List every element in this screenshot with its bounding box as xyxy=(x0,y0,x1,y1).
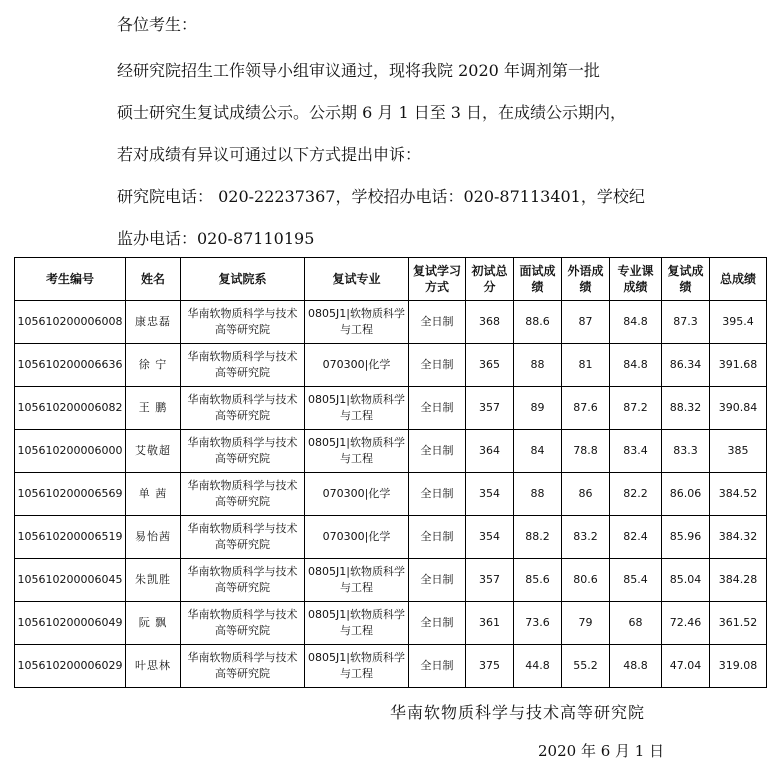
cell-language-score: 81 xyxy=(562,344,610,387)
cell-major: 0805J1|软物质科学与工程 xyxy=(305,301,409,344)
cell-major-course-score: 85.4 xyxy=(610,559,662,602)
cell-candidate-id: 105610200006569 xyxy=(15,473,126,516)
cell-name: 叶思林 xyxy=(126,645,181,688)
cell-major-course-score: 87.2 xyxy=(610,387,662,430)
cell-language-score: 79 xyxy=(562,602,610,645)
cell-interview-score: 88 xyxy=(514,473,562,516)
cell-total-score: 384.32 xyxy=(710,516,767,559)
cell-major: 0805J1|软物质科学与工程 xyxy=(305,430,409,473)
notice-line: 经研究院招生工作领导小组审议通过，现将我院 2020 年调剂第一批 xyxy=(117,61,600,80)
cell-major: 070300|化学 xyxy=(305,344,409,387)
cell-total-score: 385 xyxy=(710,430,767,473)
table-row xyxy=(15,473,767,516)
cell-candidate-id: 105610200006519 xyxy=(15,516,126,559)
cell-language-score: 87.6 xyxy=(562,387,610,430)
cell-retest-score: 86.34 xyxy=(662,344,710,387)
cell-initial-score: 357 xyxy=(466,559,514,602)
cell-initial-score: 368 xyxy=(466,301,514,344)
cell-department: 华南软物质科学与技术高等研究院 xyxy=(181,387,305,430)
cell-language-score: 87 xyxy=(562,301,610,344)
cell-total-score: 391.68 xyxy=(710,344,767,387)
cell-total-score: 361.52 xyxy=(710,602,767,645)
cell-study-mode: 全日制 xyxy=(409,516,466,559)
cell-language-score: 78.8 xyxy=(562,430,610,473)
cell-name: 朱凯胜 xyxy=(126,559,181,602)
col-header-interview-score: 面试成绩 xyxy=(514,258,562,301)
cell-language-score: 80.6 xyxy=(562,559,610,602)
col-header-department: 复试院系 xyxy=(181,258,305,301)
cell-interview-score: 88.2 xyxy=(514,516,562,559)
cell-major: 0805J1|软物质科学与工程 xyxy=(305,645,409,688)
cell-initial-score: 357 xyxy=(466,387,514,430)
cell-department: 华南软物质科学与技术高等研究院 xyxy=(181,645,305,688)
cell-department: 华南软物质科学与技术高等研究院 xyxy=(181,559,305,602)
cell-major: 0805J1|软物质科学与工程 xyxy=(305,387,409,430)
table-row xyxy=(15,430,767,473)
cell-retest-score: 88.32 xyxy=(662,387,710,430)
issue-date: 2020 年 6 月 1 日 xyxy=(538,742,665,760)
cell-candidate-id: 105610200006049 xyxy=(15,602,126,645)
cell-initial-score: 361 xyxy=(466,602,514,645)
cell-candidate-id: 105610200006029 xyxy=(15,645,126,688)
score-table-body xyxy=(15,301,767,688)
cell-name: 阮 飘 xyxy=(126,602,181,645)
cell-total-score: 395.4 xyxy=(710,301,767,344)
table-row xyxy=(15,559,767,602)
cell-initial-score: 354 xyxy=(466,516,514,559)
notice-greeting: 各位考生： xyxy=(117,15,198,34)
cell-interview-score: 73.6 xyxy=(514,602,562,645)
col-header-candidate-id: 考生编号 xyxy=(15,258,126,301)
cell-initial-score: 365 xyxy=(466,344,514,387)
cell-major-course-score: 68 xyxy=(610,602,662,645)
cell-department: 华南软物质科学与技术高等研究院 xyxy=(181,301,305,344)
notice-line: 若对成绩有异议可通过以下方式提出申诉： xyxy=(117,145,422,164)
col-header-language-score: 外语成绩 xyxy=(562,258,610,301)
cell-department: 华南软物质科学与技术高等研究院 xyxy=(181,516,305,559)
table-row xyxy=(15,516,767,559)
cell-name: 徐 宁 xyxy=(126,344,181,387)
cell-candidate-id: 105610200006045 xyxy=(15,559,126,602)
cell-study-mode: 全日制 xyxy=(409,559,466,602)
cell-study-mode: 全日制 xyxy=(409,430,466,473)
cell-major-course-score: 82.4 xyxy=(610,516,662,559)
cell-candidate-id: 105610200006636 xyxy=(15,344,126,387)
cell-major: 0805J1|软物质科学与工程 xyxy=(305,559,409,602)
cell-initial-score: 364 xyxy=(466,430,514,473)
table-row xyxy=(15,645,767,688)
cell-major: 070300|化学 xyxy=(305,516,409,559)
cell-major: 0805J1|软物质科学与工程 xyxy=(305,602,409,645)
cell-name: 易怡茜 xyxy=(126,516,181,559)
cell-total-score: 384.52 xyxy=(710,473,767,516)
col-header-major: 复试专业 xyxy=(305,258,409,301)
cell-department: 华南软物质科学与技术高等研究院 xyxy=(181,430,305,473)
cell-name: 单 茜 xyxy=(126,473,181,516)
cell-study-mode: 全日制 xyxy=(409,602,466,645)
cell-candidate-id: 105610200006082 xyxy=(15,387,126,430)
cell-interview-score: 88.6 xyxy=(514,301,562,344)
table-row xyxy=(15,602,767,645)
cell-total-score: 319.08 xyxy=(710,645,767,688)
cell-language-score: 86 xyxy=(562,473,610,516)
col-header-name: 姓名 xyxy=(126,258,181,301)
col-header-study-mode: 复试学习方式 xyxy=(409,258,466,301)
cell-retest-score: 83.3 xyxy=(662,430,710,473)
notice-line: 研究院电话： 020-22237367，学校招办电话：020-87113401，学校纪 xyxy=(117,187,645,206)
cell-candidate-id: 105610200006000 xyxy=(15,430,126,473)
notice-body xyxy=(117,0,757,260)
cell-retest-score: 87.3 xyxy=(662,301,710,344)
table-row xyxy=(15,301,767,344)
cell-candidate-id: 105610200006008 xyxy=(15,301,126,344)
cell-major-course-score: 84.8 xyxy=(610,301,662,344)
cell-interview-score: 88 xyxy=(514,344,562,387)
cell-initial-score: 375 xyxy=(466,645,514,688)
cell-interview-score: 85.6 xyxy=(514,559,562,602)
cell-retest-score: 47.04 xyxy=(662,645,710,688)
cell-total-score: 390.84 xyxy=(710,387,767,430)
cell-interview-score: 89 xyxy=(514,387,562,430)
score-table xyxy=(14,257,767,688)
table-row xyxy=(15,387,767,430)
cell-department: 华南软物质科学与技术高等研究院 xyxy=(181,344,305,387)
cell-major-course-score: 82.2 xyxy=(610,473,662,516)
cell-major-course-score: 84.8 xyxy=(610,344,662,387)
cell-retest-score: 85.96 xyxy=(662,516,710,559)
cell-initial-score: 354 xyxy=(466,473,514,516)
cell-retest-score: 86.06 xyxy=(662,473,710,516)
cell-name: 艾敬超 xyxy=(126,430,181,473)
notice-line: 硕士研究生复试成绩公示。公示期 6 月 1 日至 3 日，在成绩公示期内， xyxy=(117,103,627,122)
cell-retest-score: 85.04 xyxy=(662,559,710,602)
cell-department: 华南软物质科学与技术高等研究院 xyxy=(181,473,305,516)
cell-language-score: 83.2 xyxy=(562,516,610,559)
cell-study-mode: 全日制 xyxy=(409,645,466,688)
cell-total-score: 384.28 xyxy=(710,559,767,602)
col-header-initial-score: 初试总分 xyxy=(466,258,514,301)
cell-interview-score: 84 xyxy=(514,430,562,473)
cell-study-mode: 全日制 xyxy=(409,301,466,344)
cell-major-course-score: 83.4 xyxy=(610,430,662,473)
cell-language-score: 55.2 xyxy=(562,645,610,688)
cell-department: 华南软物质科学与技术高等研究院 xyxy=(181,602,305,645)
table-row xyxy=(15,344,767,387)
cell-retest-score: 72.46 xyxy=(662,602,710,645)
col-header-total-score: 总成绩 xyxy=(710,258,767,301)
issuing-organization: 华南软物质科学与技术高等研究院 xyxy=(390,703,646,722)
table-header-row xyxy=(15,258,767,301)
cell-study-mode: 全日制 xyxy=(409,344,466,387)
notice-line: 监办电话：020-87110195 xyxy=(117,229,315,248)
cell-name: 康忠磊 xyxy=(126,301,181,344)
col-header-retest-score: 复试成绩 xyxy=(662,258,710,301)
cell-name: 王 鹏 xyxy=(126,387,181,430)
cell-study-mode: 全日制 xyxy=(409,473,466,516)
col-header-major-course-score: 专业课成绩 xyxy=(610,258,662,301)
cell-major: 070300|化学 xyxy=(305,473,409,516)
cell-interview-score: 44.8 xyxy=(514,645,562,688)
cell-study-mode: 全日制 xyxy=(409,387,466,430)
cell-major-course-score: 48.8 xyxy=(610,645,662,688)
